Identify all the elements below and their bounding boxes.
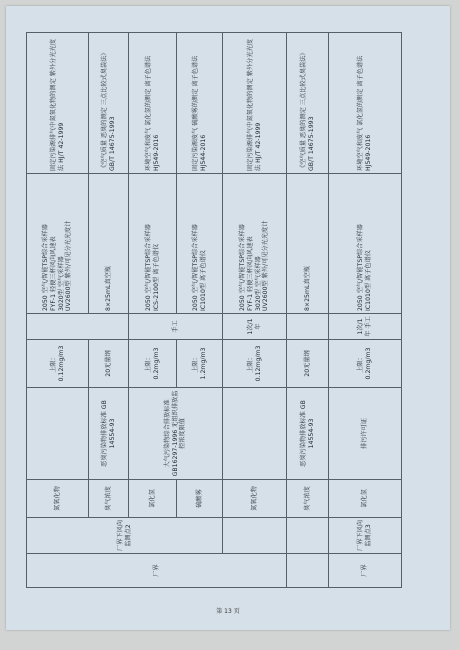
cell-item: 氯化氢 [329, 480, 402, 518]
cell-freq [27, 314, 129, 340]
cell-basis: 环境空气和废气 氯化氢的测定 离子色谱法 HJ549-2016 [129, 33, 177, 174]
cell-item: 氮氧化物 [223, 480, 287, 518]
cell-limit: 20无量纲 [287, 340, 329, 388]
cell-basis: 《空气质量 恶臭的测定 三点比较式臭袋法》 GB/T 14675-1993 [89, 33, 129, 174]
cell-freq: 手工 [129, 314, 223, 340]
cell-freq: 1次/1年 [223, 314, 287, 340]
cell-point: 厂界下风向监测点3 [329, 518, 402, 554]
cell-point [287, 518, 329, 554]
cell-point [223, 518, 287, 554]
table-row [27, 33, 89, 588]
cell-standard: 恶臭污染物排放标准 GB 14554-93 [287, 388, 329, 480]
cell-site [287, 554, 329, 588]
cell-method: 2050 空气/智能TSP综合采样器 FYF-1 轻便三杯风向风速表 3020型 空气采样器 UV2600型 紫外/可见分光光度计 [27, 174, 89, 314]
cell-basis: 环境空气和废气 氯化氢的测定 离子色谱法 HJ549-2016 [329, 33, 402, 174]
rotated-table-frame [26, 33, 401, 588]
cell-item: 臭气浓度 [89, 480, 129, 518]
cell-basis: 《空气质量 恶臭的测定 三点比较式臭袋法》 GB/T 14675-1993 [287, 33, 329, 174]
cell-site: 厂界 [329, 554, 402, 588]
cell-standard: 排污许可证 [329, 388, 402, 480]
table-row [129, 33, 177, 588]
cell-limit: 上限：0.2mg/m3 [329, 340, 402, 388]
cell-item: 氮氧化物 [27, 480, 89, 518]
table-row [89, 33, 129, 588]
cell-method: 2050 空气/智能TSP综合采样器 IC1010型 离子色谱仪 [329, 174, 402, 314]
cell-method: 2050 空气/智能TSP综合采样器 FYF-1 轻便三杯风向风速表 3020型 空气采样器 UV2600型 紫外/可见分光光度计 [223, 174, 287, 314]
cell-limit: 上限：1.2mg/m3 [177, 340, 223, 388]
cell-standard [27, 388, 89, 480]
cell-limit: 上限：0.12mg/m3 [27, 340, 89, 388]
cell-method: 2050 空气/智能TSP综合采样器 IC1010型 离子色谱仪 [177, 174, 223, 314]
document-page [6, 6, 450, 630]
table-row [223, 33, 287, 588]
cell-method: 8×25mL真空瓶 [287, 174, 329, 314]
cell-item: 氯化氢 [129, 480, 177, 518]
page-number: 第 13 页 [216, 608, 240, 615]
cell-standard: 大气污染物综合排放标准 GB16297-1996 无组织排放监控浓度限值 [129, 388, 223, 480]
cell-standard: 恶臭污染物排放标准 GB 14554-93 [89, 388, 129, 480]
cell-method: 2050 空气/智能TSP综合采样器 ICS-2100型 离子色谱仪 [129, 174, 177, 314]
cell-method: 8×25mL真空瓶 [89, 174, 129, 314]
cell-basis: 固定污染源排气中氮氧化物的测定 紫外分光光度法 HJ/T 42-1999 [27, 33, 89, 174]
cell-item: 硫酸雾 [177, 480, 223, 518]
cell-basis: 固定污染源废气 硫酸雾的测定 离子色谱法 HJ544-2016 [177, 33, 223, 174]
cell-point: 厂界下风向监测点2 [27, 518, 223, 554]
table-row [177, 33, 223, 588]
cell-limit: 20无量纲 [89, 340, 129, 388]
cell-site: 厂界 [27, 554, 287, 588]
cell-standard [223, 388, 287, 480]
cell-freq: 1次/1年 手工 [329, 314, 402, 340]
cell-freq [287, 314, 329, 340]
table-row [287, 33, 329, 588]
cell-item: 臭气浓度 [287, 480, 329, 518]
cell-limit: 上限：0.12mg/m3 [223, 340, 287, 388]
monitoring-table [26, 32, 402, 588]
table-row [329, 33, 402, 588]
cell-limit: 上限：0.2mg/m3 [129, 340, 177, 388]
cell-basis: 固定污染源排气中氮氧化物的测定 紫外分光光度法 HJ/T 42-1999 [223, 33, 287, 174]
